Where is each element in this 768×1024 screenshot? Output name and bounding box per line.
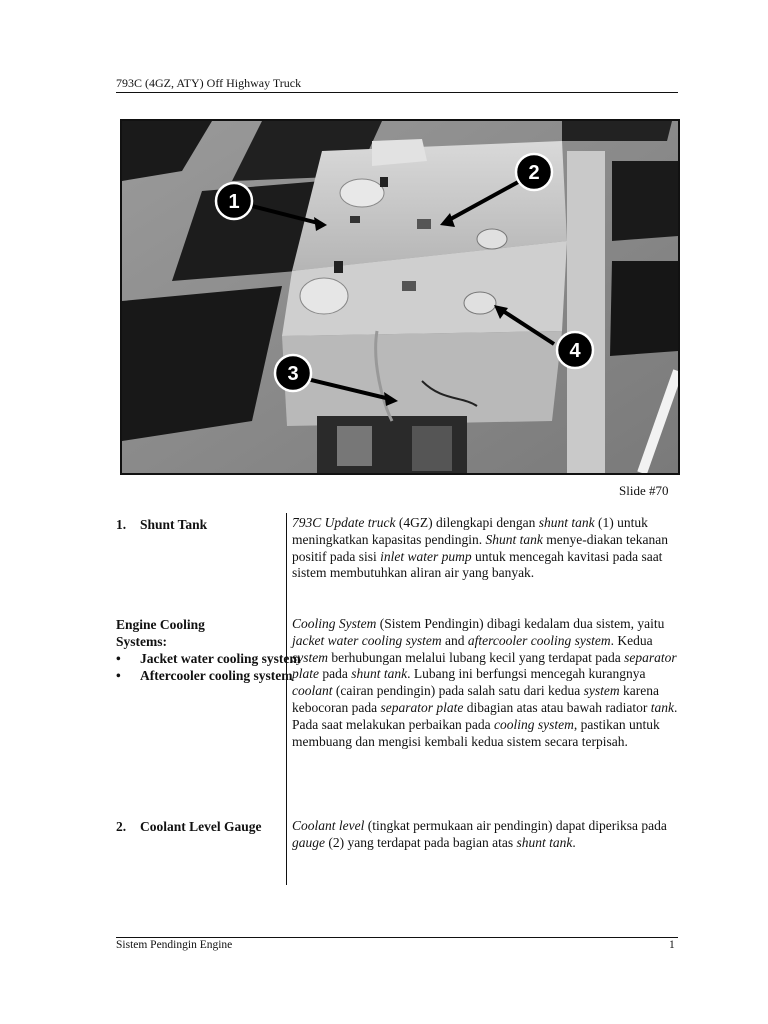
text-run: (1) untuk meningkatkan kapasitas pendingin. xyxy=(292,515,648,547)
footer-title: Sistem Pendingin Engine xyxy=(116,939,233,951)
radiator-cap xyxy=(340,179,384,207)
floor-plate xyxy=(612,161,678,241)
italic-term: Shunt tank xyxy=(485,531,543,547)
callout-3 xyxy=(275,355,311,391)
term-engine-cooling-systems xyxy=(116,616,301,684)
svg-text:4: 4 xyxy=(569,340,581,362)
italic-term: coolant xyxy=(292,683,333,699)
text-run: (cairan pendingin) pada salah satu dari kedua xyxy=(332,683,584,699)
page-number: 1 xyxy=(669,939,675,951)
footer-rule xyxy=(116,937,678,938)
list-item xyxy=(116,650,301,667)
italic-term: tank xyxy=(650,699,675,715)
text-run: menye-diakan tekanan positif pada sisi xyxy=(292,531,669,564)
italic-term: shunt tank xyxy=(351,666,408,682)
text-run: karena kebocoran pada xyxy=(292,683,660,715)
cooling-systems-description xyxy=(292,616,684,750)
text-run: . Kedua xyxy=(610,632,653,648)
shunt-tank-description xyxy=(292,515,684,582)
italic-term: Coolant level xyxy=(292,818,365,833)
bullet-text: Aftercooler cooling system xyxy=(140,668,293,683)
text-run: and xyxy=(441,632,468,648)
coolant-level-gauge-description xyxy=(292,818,684,852)
term-number: 1. xyxy=(116,517,127,532)
text-run: berhubungan melalui lubang kecil yang terdapat pada xyxy=(328,649,625,665)
text-run: (4GZ) dilengkapi dengan xyxy=(395,515,539,530)
italic-term: Cooling System xyxy=(292,616,377,631)
italic-term: inlet water pump xyxy=(380,548,472,564)
photo-drawing xyxy=(122,121,678,473)
italic-term: system xyxy=(583,683,620,699)
text-run: . Lubang ini berfungsi mencegah kurangnya xyxy=(407,666,646,682)
text-run: . xyxy=(674,699,678,715)
svg-text:1: 1 xyxy=(228,191,240,213)
tank-front xyxy=(282,331,562,426)
slide-number: Slide #70 xyxy=(619,483,669,498)
term-line: Engine Cooling xyxy=(116,617,205,632)
term-label: Coolant Level Gauge xyxy=(140,819,262,834)
italic-term: shunt tank xyxy=(538,515,595,530)
italic-term: separator plate xyxy=(292,649,677,682)
pipe xyxy=(412,426,452,471)
shunt-tank-photo xyxy=(120,119,680,475)
callout-2 xyxy=(516,154,552,190)
floor-plate xyxy=(562,121,672,141)
italic-term: shunt tank xyxy=(516,834,573,850)
italic-term: gauge xyxy=(292,834,325,850)
sight-plug xyxy=(464,292,496,314)
cap-lever xyxy=(380,177,388,187)
label-plate xyxy=(350,216,360,223)
svg-text:2: 2 xyxy=(528,162,540,184)
text-run: (Sistem Pendingin) dibagi kedalam dua sistem, yaitu xyxy=(376,616,665,631)
term-label: Shunt Tank xyxy=(140,517,208,532)
text-run: Pada saat melakukan perbaikan pada xyxy=(292,716,495,732)
radiator-cap xyxy=(300,278,348,314)
description-paragraph xyxy=(292,616,684,717)
text-run: untuk mencegah kavitasi pada saat sistem membutuhkan aliran air yang banyak. xyxy=(292,548,663,581)
italic-term: system xyxy=(292,649,328,665)
text-run: , pastikan untuk membuang dan mengisi kembali kedua sistem secara terpisah. xyxy=(292,716,660,749)
term-line: Systems: xyxy=(116,634,167,649)
text-run: dibagian atas atau bawah radiator xyxy=(463,699,651,715)
svg-text:3: 3 xyxy=(287,363,299,385)
cooling-systems-list xyxy=(116,650,301,684)
coolant-level-gauge xyxy=(417,219,431,229)
list-item xyxy=(116,667,301,684)
text-run: . xyxy=(572,834,576,850)
term-coolant-level-gauge xyxy=(116,818,262,835)
italic-term: separator plate xyxy=(380,699,464,715)
level-gauge xyxy=(402,281,416,291)
bullet-text: Jacket water cooling system xyxy=(140,651,301,666)
hose xyxy=(337,426,372,466)
column-divider xyxy=(286,513,287,885)
side-rail xyxy=(567,151,605,473)
italic-term: jacket water cooling system xyxy=(292,632,442,648)
description-paragraph xyxy=(292,717,684,751)
italic-term: cooling system xyxy=(494,716,574,732)
text-run: (tingkat permukaan air pendingin) dapat diperiksa pada xyxy=(364,818,667,833)
floor-plate xyxy=(610,261,678,356)
term-shunt-tank xyxy=(116,516,207,533)
sight-plug xyxy=(477,229,507,249)
text-run: (2) yang terdapat pada bagian atas xyxy=(325,834,517,850)
cap-lever xyxy=(334,261,343,273)
callout-1 xyxy=(216,183,252,219)
italic-term: aftercooler cooling system xyxy=(467,632,611,648)
callout-4 xyxy=(557,332,593,368)
italic-term: 793C Update truck xyxy=(292,515,396,530)
bullet-glyph: • xyxy=(116,668,121,683)
bullet-glyph: • xyxy=(116,651,121,666)
header-rule xyxy=(116,92,678,93)
term-number: 2. xyxy=(116,819,127,834)
text-run: pada xyxy=(319,666,352,682)
running-header: 793C (4GZ, ATY) Off Highway Truck xyxy=(116,76,302,90)
